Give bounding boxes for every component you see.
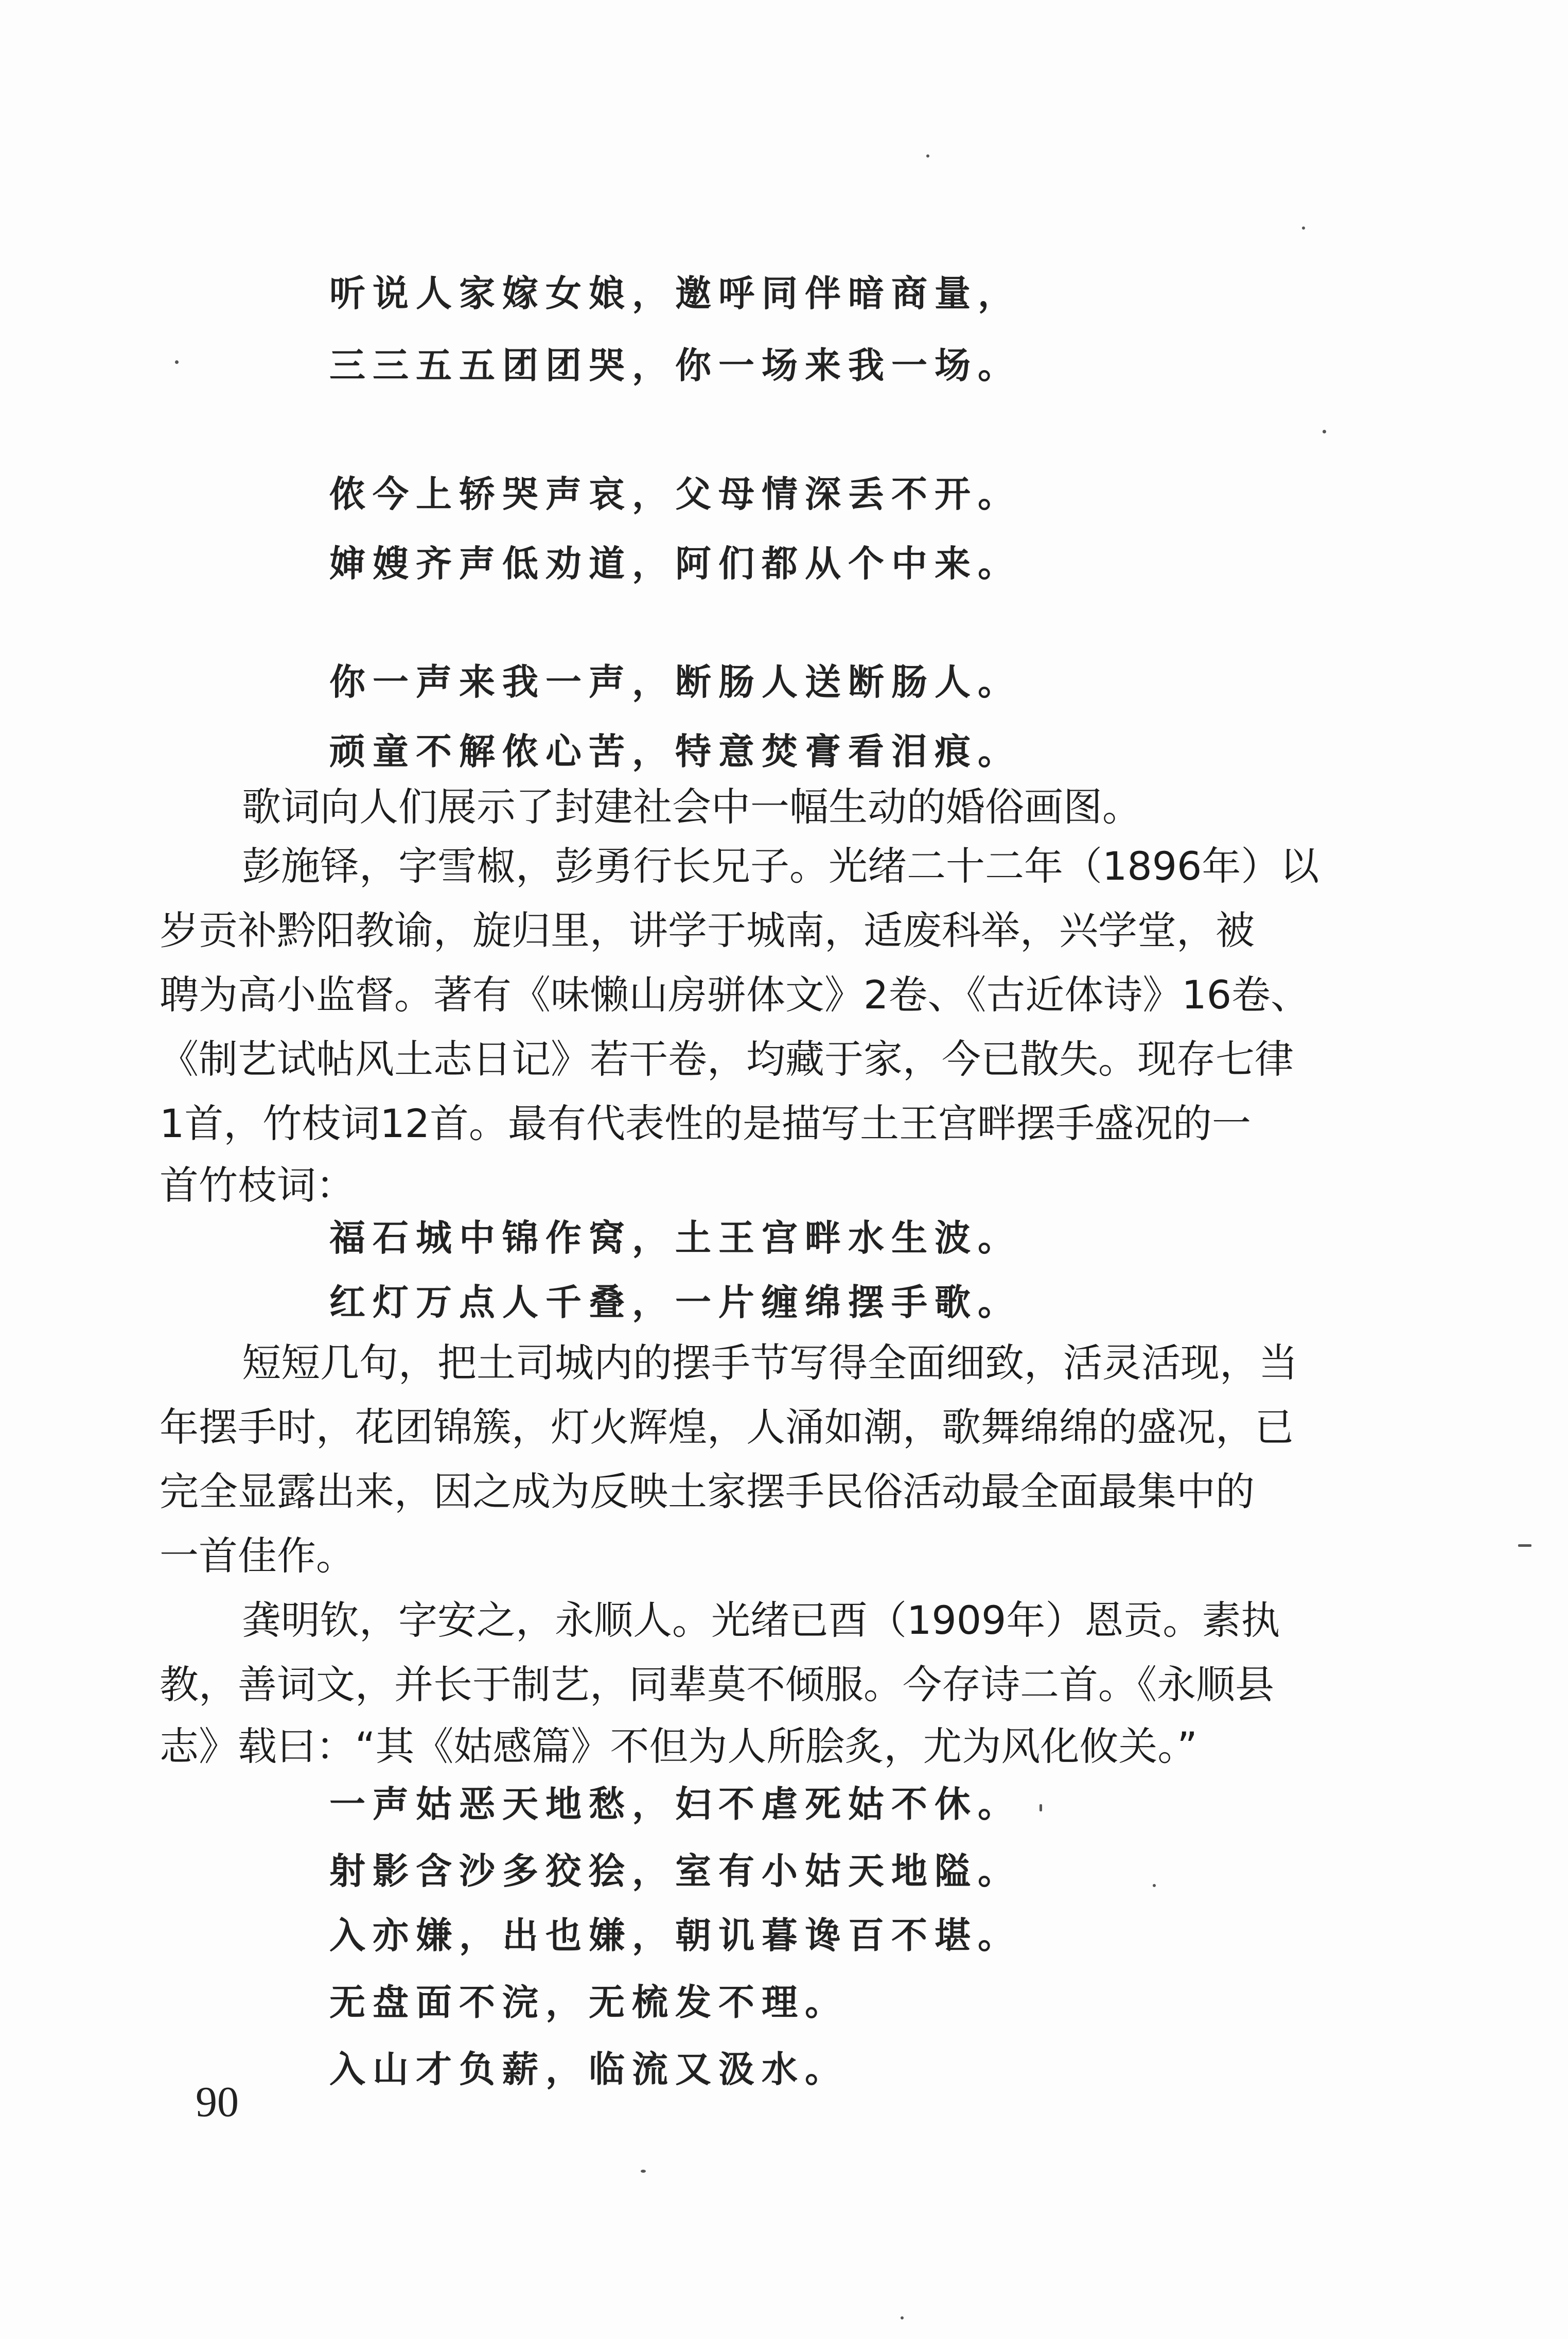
song-verse-line: 你一声来我一声，断肠人送断肠人。 xyxy=(329,660,1021,703)
song-verse-line: 三三五五团团哭，你一场来我一场。 xyxy=(329,344,1021,387)
zhuzhi-verse-line: 福石城中锦作窝，土王宫畔水生波。 xyxy=(329,1216,1021,1259)
scan-speck xyxy=(1040,1804,1042,1811)
paragraph-line: 岁贡补黔阳教谕，旋归里，讲学于城南，适废科举，兴学堂，被 xyxy=(160,907,1255,953)
gugan-verse-line: 入亦嫌，出也嫌，朝讥暮谗百不堪。 xyxy=(329,1914,1021,1957)
paragraph-line: 年摆手时，花团锦簇，灯火辉煌，人涌如潮，歌舞绵绵的盛况，已 xyxy=(160,1404,1294,1450)
paragraph-line: 首竹枝词： xyxy=(160,1162,355,1208)
paragraph-line: 龚明钦，字安之，永顺人。光绪已酉（1909年）恩贡。素执 xyxy=(242,1597,1280,1643)
scan-speck xyxy=(641,2170,646,2173)
song-verse-line: 婶嫂齐声低劝道，阿们都从个中来。 xyxy=(329,542,1021,585)
scan-speck xyxy=(1518,1544,1531,1547)
zhuzhi-verse-line: 红灯万点人千叠，一片缠绵摆手歌。 xyxy=(329,1281,1021,1323)
paragraph-line: 彭施铎，字雪椒，彭勇行长兄子。光绪二十二年（1896年）以 xyxy=(242,843,1319,889)
paragraph-line: 完全显露出来，因之成为反映土家摆手民俗活动最全面最集中的 xyxy=(160,1469,1255,1514)
paragraph-line: 志》载曰：“其《姑感篇》不但为人所脍炙，尤为风化攸关。” xyxy=(160,1723,1197,1769)
paragraph-line: 1首，竹枝词12首。最有代表性的是描写土王宫畔摆手盛况的一 xyxy=(160,1101,1252,1146)
song-verse-line: 侬今上轿哭声哀，父母情深丢不开。 xyxy=(329,473,1021,515)
scan-speck xyxy=(926,154,929,158)
page-number: 90 xyxy=(196,2078,239,2126)
gugan-verse-line: 一声姑恶天地愁，妇不虐死姑不休。 xyxy=(329,1783,1021,1825)
paragraph-line: 《制艺试帖风土志日记》若干卷，均藏于家，今已散失。现存七律 xyxy=(160,1036,1294,1082)
song-verse-line: 顽童不解侬心苦，特意焚膏看泪痕。 xyxy=(329,730,1021,773)
paragraph-line: 教，善词文，并长于制艺，同辈莫不倾服。今存诗二首。《永顺县 xyxy=(160,1662,1274,1707)
paragraph-line: 一首佳作。 xyxy=(160,1533,355,1579)
song-verse-line: 听说人家嫁女娘，邀呼同伴暗商量， xyxy=(329,272,1021,315)
gugan-verse-line: 入山才负薪，临流又汲水。 xyxy=(329,2048,848,2090)
scan-speck xyxy=(1153,1884,1156,1887)
gugan-verse-line: 射影含沙多狡狯，室有小姑天地隘。 xyxy=(329,1849,1021,1892)
paragraph-line: 短短几句，把土司城内的摆手节写得全面细致，活灵活现，当 xyxy=(242,1340,1298,1386)
scan-speck xyxy=(1323,430,1326,433)
scan-speck xyxy=(901,2316,904,2319)
gugan-verse-line: 无盘面不浣，无梳发不理。 xyxy=(329,1981,848,2023)
scan-speck xyxy=(1302,226,1305,230)
paragraph-line: 聘为高小监督。著有《味懒山房骈体文》2卷、《古近体诗》16卷、 xyxy=(160,972,1310,1018)
scan-speck xyxy=(175,360,179,364)
paragraph-line: 歌词向人们展示了封建社会中一幅生动的婚俗画图。 xyxy=(242,784,1141,830)
